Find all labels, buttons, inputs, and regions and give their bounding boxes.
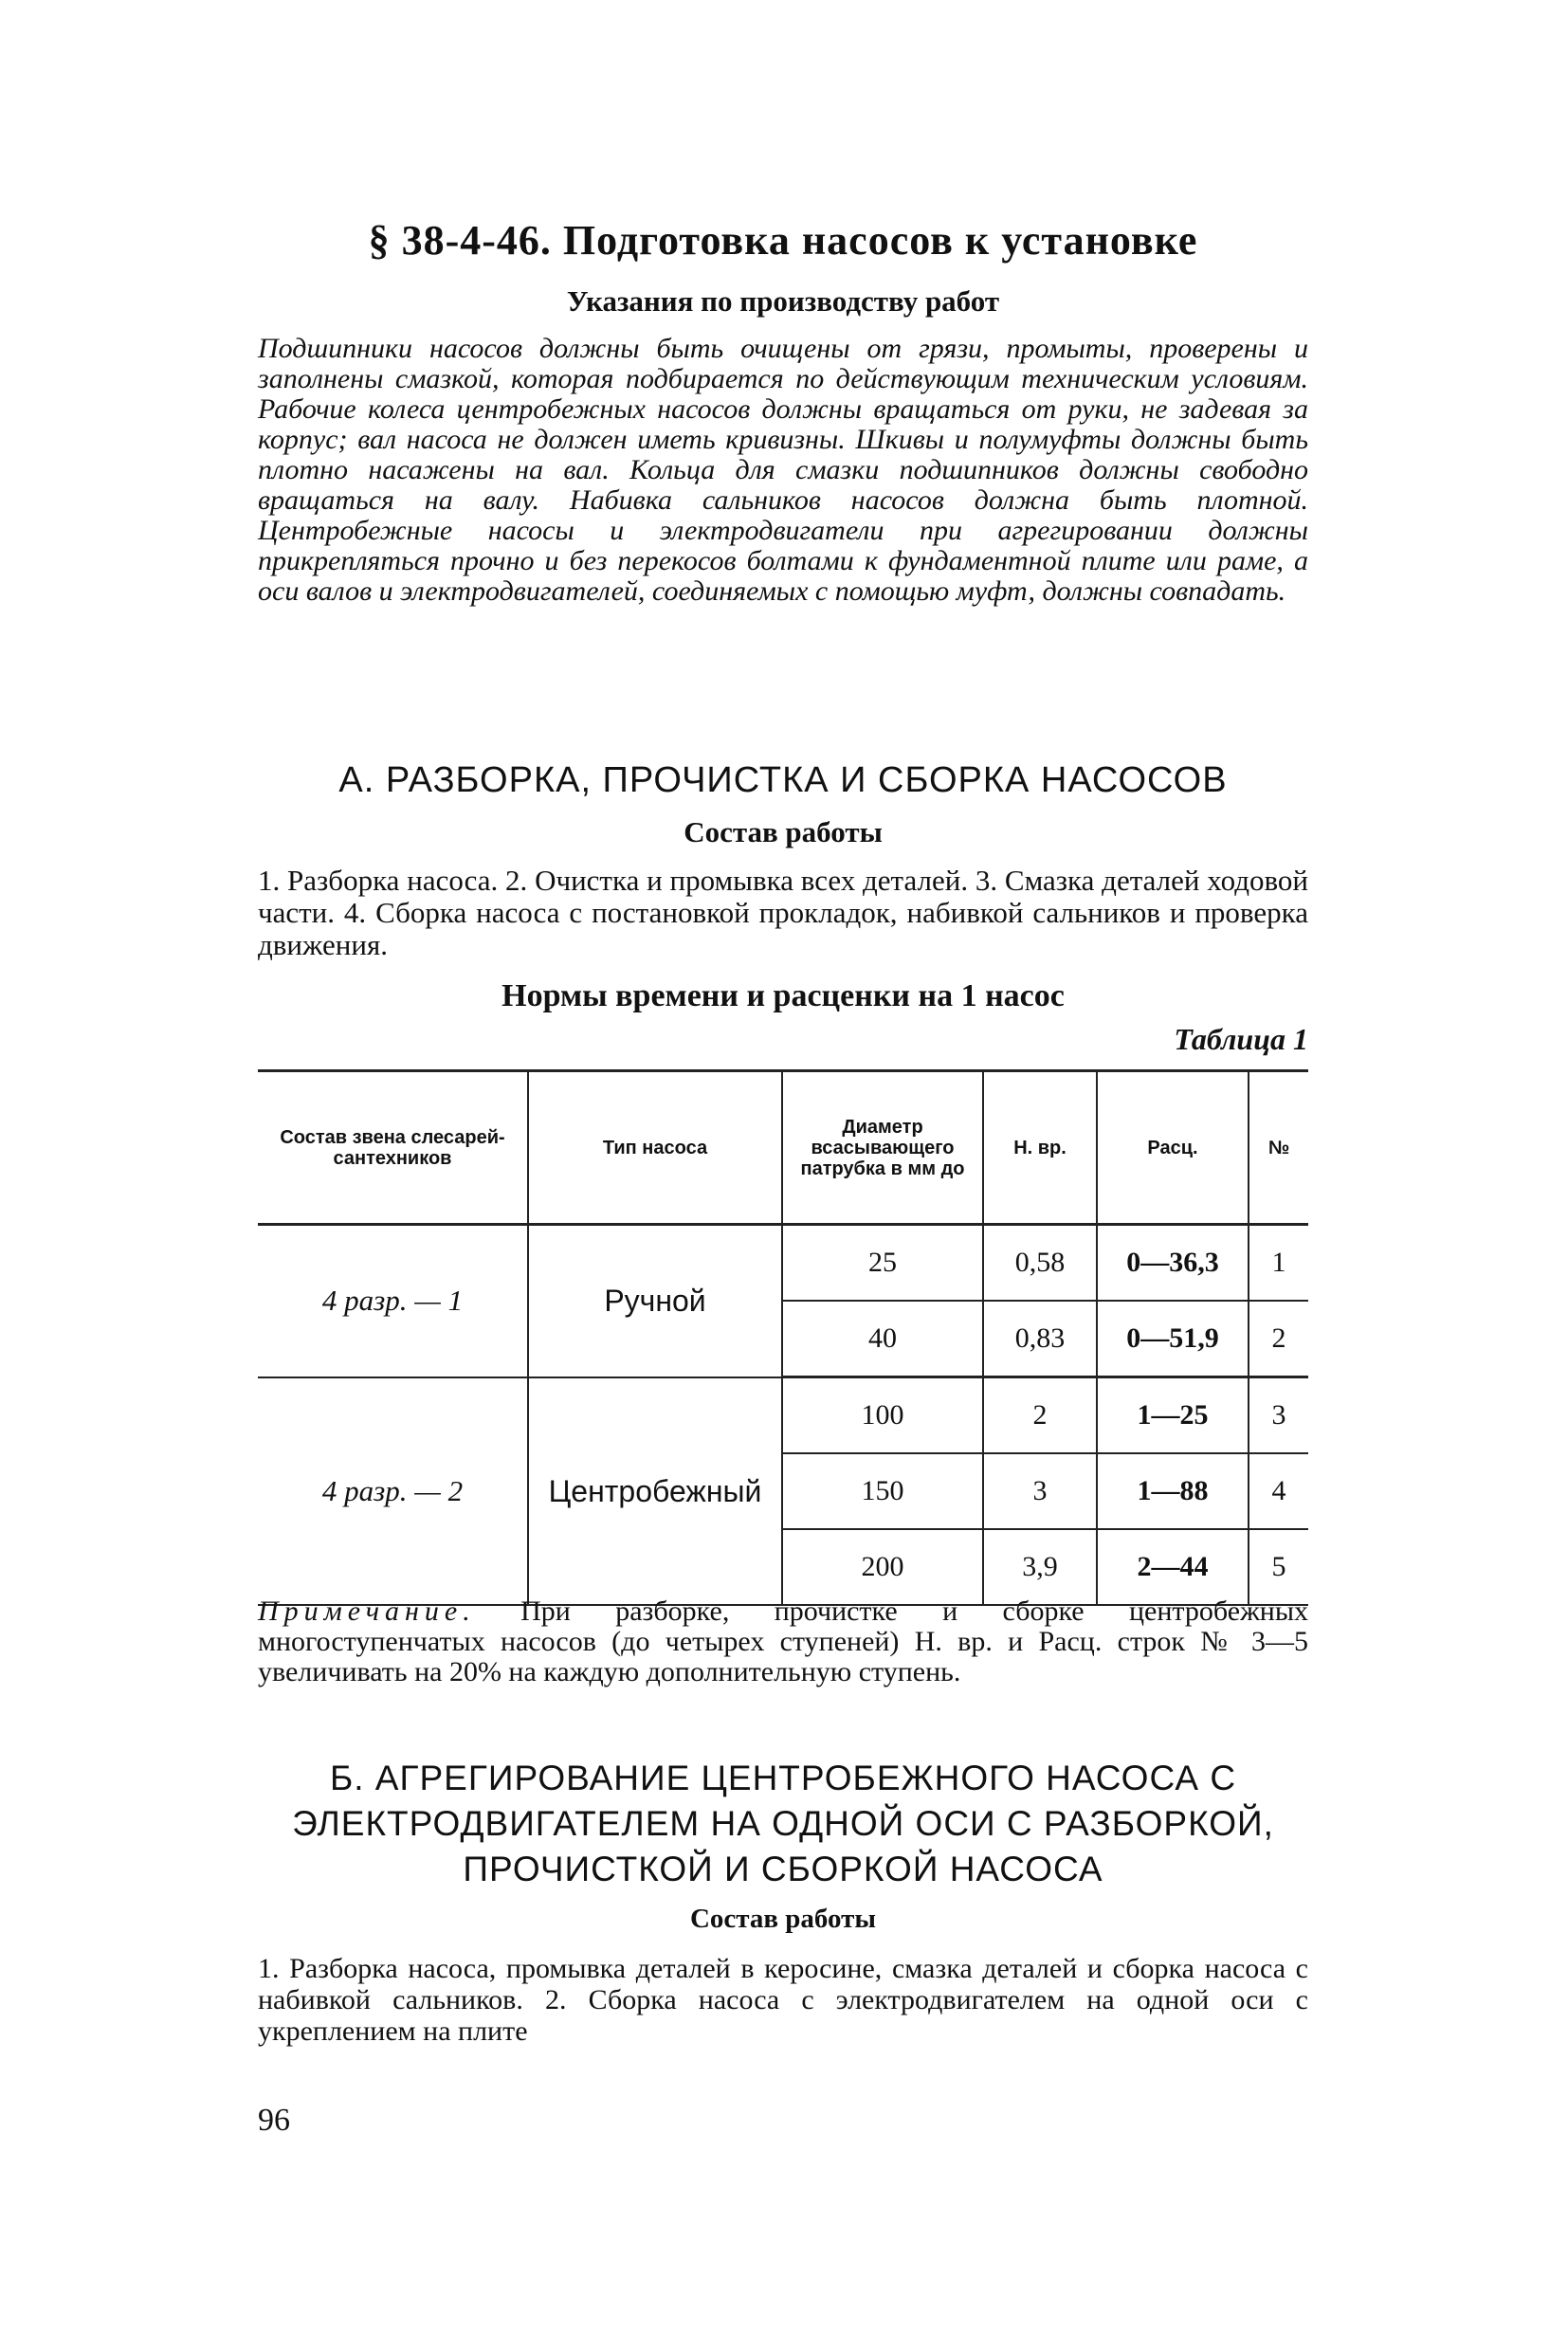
diameter-cell: 150 bbox=[782, 1453, 983, 1529]
table-row bbox=[258, 1377, 1308, 1454]
num-cell: 4 bbox=[1249, 1453, 1308, 1529]
hours-cell: 0,83 bbox=[983, 1301, 1097, 1377]
num-cell: 2 bbox=[1249, 1301, 1308, 1377]
diameter-cell: 25 bbox=[782, 1225, 983, 1302]
part-a-work-heading: Состав работы bbox=[684, 815, 883, 848]
table-row bbox=[258, 1225, 1308, 1302]
table-caption: Таблица 1 bbox=[1174, 1022, 1308, 1056]
note-label: Примечание. bbox=[258, 1595, 476, 1627]
num-cell: 3 bbox=[1249, 1377, 1308, 1454]
header-num: № bbox=[1249, 1071, 1308, 1225]
num-cell: 1 bbox=[1249, 1225, 1308, 1302]
rate-cell: 1—25 bbox=[1097, 1377, 1249, 1454]
crew-cell: 4 разр. — 2 bbox=[258, 1377, 528, 1606]
hours-cell: 0,58 bbox=[983, 1225, 1097, 1302]
part-b-work-heading: Состав работы bbox=[689, 1904, 877, 1934]
norms-heading: Нормы времени и расценки на 1 насос bbox=[501, 978, 1065, 1013]
rate-cell: 0—36,3 bbox=[1097, 1225, 1249, 1302]
pump-type-cell: Центробежный bbox=[528, 1377, 782, 1606]
part-a-work-text: 1. Разборка насоса. 2. Очистка и промывка всех деталей. 3. Смазка деталей ходовой части. 4. Сборка насоса с постановкой прокладок, набивкой сальников и проверка движения. bbox=[258, 864, 1308, 961]
note-text: При разборке, прочистке и сборке центробежных многоступенчатых насосов (до четырех ступеней) Н. вр. и Расц. строк № 3—5 увеличивать на 20% на каждую дополнительную ступень. bbox=[258, 1595, 1309, 1687]
section-title: § 38-4-46. Подготовка насосов к установке bbox=[368, 217, 1198, 264]
part-b-title: Б. АГРЕГИРОВАНИЕ ЦЕНТРОБЕЖНОГО НАСОСА С ЭЛЕКТРОДВИГАТЕЛЕМ НА ОДНОЙ ОСИ С РАЗБОРКОЙ, ПРОЧИСТКОЙ И СБОРКОЙ НАСОСА bbox=[292, 1759, 1274, 1888]
norms-table bbox=[258, 1069, 1308, 1606]
rate-cell: 1—88 bbox=[1097, 1453, 1249, 1529]
diameter-cell: 200 bbox=[782, 1529, 983, 1605]
page-number: 96 bbox=[258, 2103, 290, 2138]
diameter-cell: 40 bbox=[782, 1301, 983, 1377]
part-b-work-text: 1. Разборка насоса, промывка деталей в керосине, смазка деталей и сборка насоса с набивкой сальников. 2. Сборка насоса с электродвигателем на одной оси с укреплением на плите bbox=[258, 1953, 1308, 2047]
table-note bbox=[258, 1596, 1308, 1687]
header-pump-type: Тип насоса bbox=[528, 1071, 782, 1225]
rate-cell: 0—51,9 bbox=[1097, 1301, 1249, 1377]
header-hours: Н. вр. bbox=[983, 1071, 1097, 1225]
hours-cell: 3,9 bbox=[983, 1529, 1097, 1605]
hours-cell: 2 bbox=[983, 1377, 1097, 1454]
num-cell: 5 bbox=[1249, 1529, 1308, 1605]
rate-cell: 2—44 bbox=[1097, 1529, 1249, 1605]
header-rate: Расц. bbox=[1097, 1071, 1249, 1225]
hours-cell: 3 bbox=[983, 1453, 1097, 1529]
instructions-text: Подшипники насосов должны быть очищены от грязи, промыты, проверены и заполнены смазкой, которая подбирается по действующим техническим условиям. Рабочие колеса центробежных насосов должны вращаться от руки, не задевая за корпус; вал насоса не должен иметь кривизны. Шкивы и полумуфты должны быть плотно насажены на вал. Кольца для смазки подшипников должны свободно вращаться на валу. Набивка сальников насосов должна быть плотной. Центробежные насосы и электродвигатели при агрегировании должны прикрепляться прочно и без перекосов болтами к фундаментной плите или раме, а оси валов и электродвигателей, соединяемых с помощью муфт, должны совпадать. bbox=[258, 333, 1308, 607]
header-diameter: Диаметр всасывающего патрубка в мм до bbox=[782, 1071, 983, 1225]
pump-type-cell: Ручной bbox=[528, 1225, 782, 1377]
diameter-cell: 100 bbox=[782, 1377, 983, 1454]
instructions-heading: Указания по производству работ bbox=[566, 284, 1000, 318]
table-header-row bbox=[258, 1071, 1308, 1225]
part-a-title: А. РАЗБОРКА, ПРОЧИСТКА И СБОРКА НАСОСОВ bbox=[338, 760, 1228, 800]
header-crew: Состав звена слесарей-сантехников bbox=[258, 1071, 528, 1225]
crew-cell: 4 разр. — 1 bbox=[258, 1225, 528, 1377]
